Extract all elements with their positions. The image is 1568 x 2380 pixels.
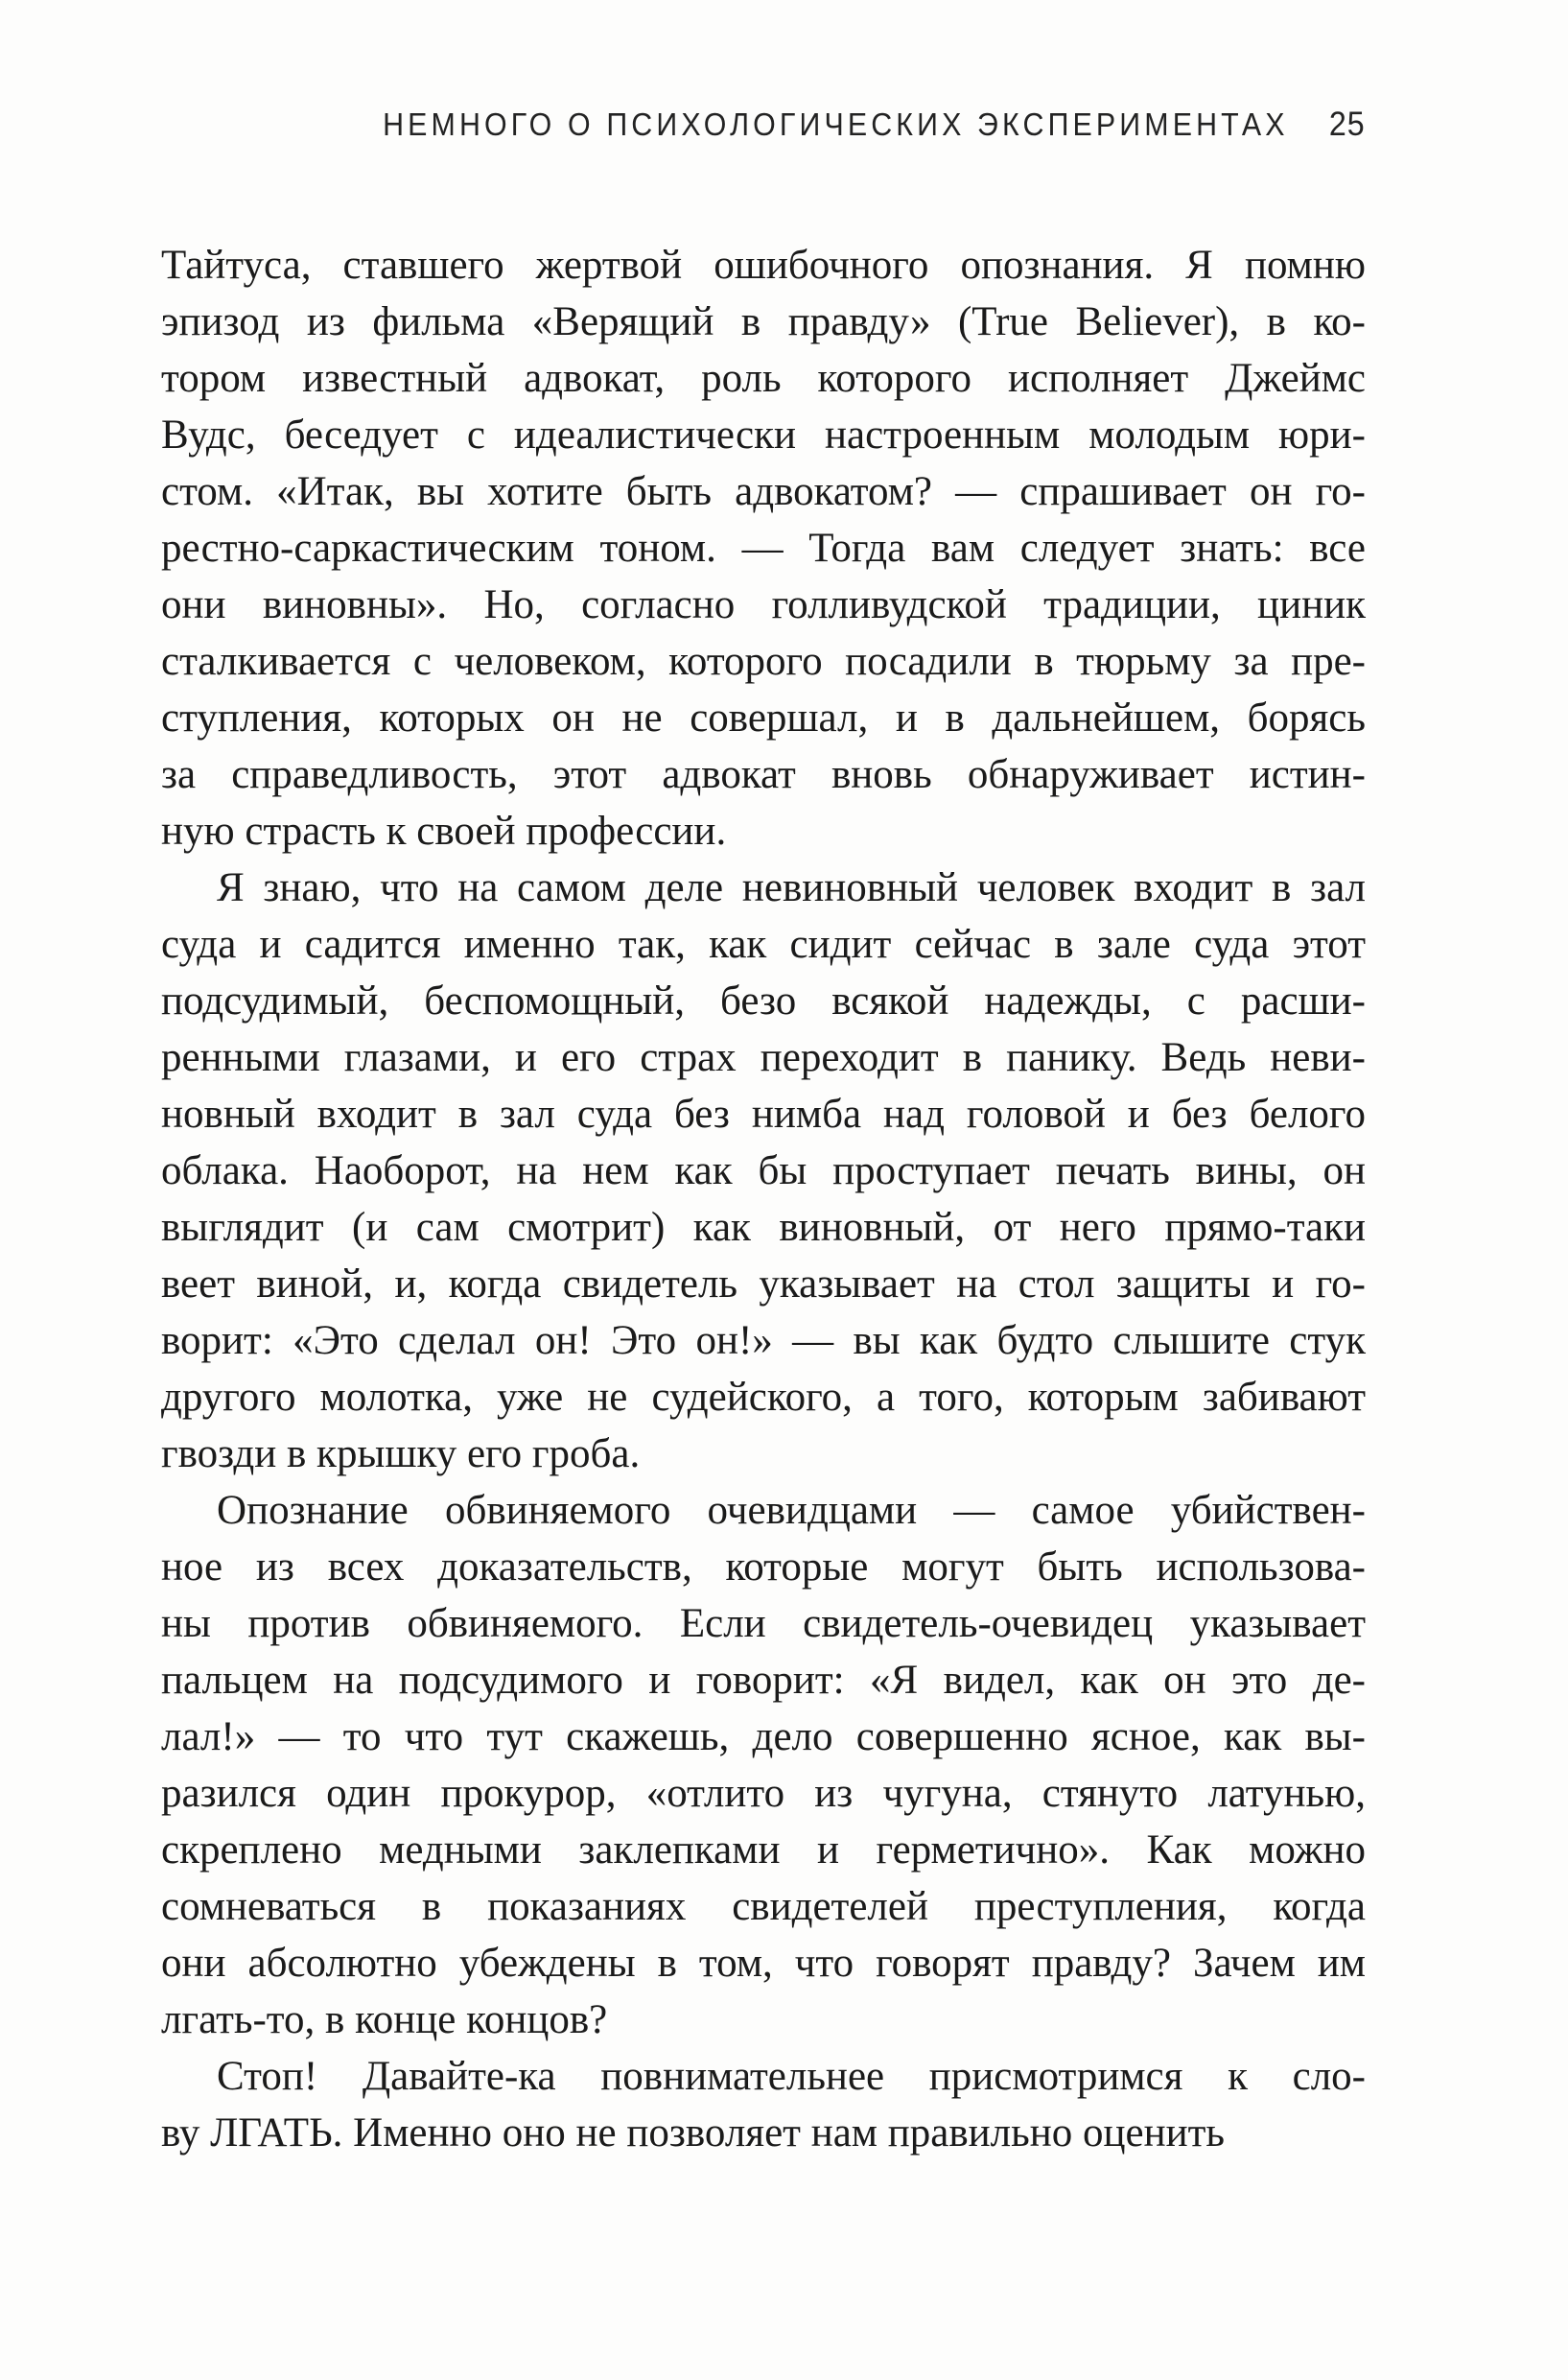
- text-line: Стоп! Давайте-ка повнимательнее присмотримся к сло-: [217, 2054, 1366, 2099]
- running-header: [383, 106, 1366, 144]
- text-line: новный входит в зал суда без нимба над головой и без белого: [161, 1092, 1366, 1137]
- text-line: Вудс, беседует с идеалистически настроенным молодым юри-: [161, 412, 1366, 458]
- text-line: ворит: «Это сделал он! Это он!» — вы как будто слышите стук: [161, 1318, 1366, 1363]
- text-line: суда и садится именно так, как сидит сейчас в зале суда этот: [161, 922, 1366, 967]
- text-line: Я знаю, что на самом деле невиновный человек входит в зал: [217, 865, 1366, 910]
- text-line: сомневаться в показаниях свидетелей преступления, когда: [161, 1884, 1366, 1929]
- text-line: ренными глазами, и его страх переходит в панику. Ведь неви-: [161, 1035, 1366, 1080]
- text-line: другого молотка, уже не судейского, а того, которым забивают: [161, 1375, 1366, 1420]
- text-line: они виновны». Но, согласно голливудской традиции, циник: [161, 582, 1366, 627]
- text-line: ву ЛГАТЬ. Именно оно не позволяет нам правильно оценить: [161, 2110, 1226, 2156]
- text-line: эпизод из фильма «Верящий в правду» (True Believer), в ко-: [161, 299, 1366, 344]
- text-line: облака. Наоборот, на нем как бы проступает печать вины, он: [161, 1148, 1366, 1193]
- text-line: разился один прокурор, «отлито из чугуна, стянуто латунью,: [161, 1771, 1366, 1816]
- text-line: ступления, которых он не совершал, и в дальнейшем, борясь: [161, 695, 1366, 741]
- text-line: веет виной, и, когда свидетель указывает на стол защиты и го-: [161, 1261, 1366, 1307]
- text-line: Тайтуса, ставшего жертвой ошибочного опознания. Я помню: [161, 243, 1366, 288]
- text-line: лал!» — то что тут скажешь, дело совершенно ясное, как вы-: [161, 1714, 1366, 1759]
- text-line: гвозди в крышку его гроба.: [161, 1431, 641, 1476]
- paragraph: [161, 860, 1366, 1482]
- body-text: [161, 237, 1366, 2161]
- text-line: они абсолютно убеждены в том, что говорят правду? Зачем им: [161, 1941, 1366, 1986]
- text-line: рестно-саркастическим тоном. — Тогда вам следует знать: все: [161, 526, 1366, 571]
- text-line: сталкивается с человеком, которого посадили в тюрьму за пре-: [161, 639, 1366, 684]
- page-number: 25: [1329, 106, 1366, 143]
- text-line: стом. «Итак, вы хотите быть адвокатом? — спрашивает он го-: [161, 469, 1366, 514]
- text-line: ную страсть к своей профессии.: [161, 809, 727, 854]
- text-line: пальцем на подсудимого и говорит: «Я видел, как он это де-: [161, 1658, 1366, 1703]
- text-line: тором известный адвокат, роль которого исполняет Джеймс: [161, 356, 1366, 401]
- text-line: подсудимый, беспомощный, безо всякой надежды, с расши-: [161, 978, 1366, 1024]
- paragraph: [161, 237, 1366, 860]
- text-line: Опознание обвиняемого очевидцами — самое убийствен-: [217, 1488, 1366, 1533]
- text-line: за справедливость, этот адвокат вновь обнаруживает истин-: [161, 752, 1366, 797]
- text-line: лгать-то, в конце концов?: [161, 1997, 608, 2042]
- text-line: скреплено медными заклепками и герметично». Как можно: [161, 1827, 1366, 1873]
- text-line: ны против обвиняемого. Если свидетель-очевидец указывает: [161, 1601, 1366, 1646]
- paragraph: [161, 1482, 1366, 2048]
- text-line: выглядит (и сам смотрит) как виновный, от него прямо-таки: [161, 1205, 1366, 1250]
- paragraph: [161, 2048, 1366, 2161]
- running-header-title: НЕМНОГО О ПСИХОЛОГИЧЕСКИХ ЭКСПЕРИМЕНТАХ: [383, 106, 1290, 142]
- text-line: ное из всех доказательств, которые могут быть использова-: [161, 1544, 1366, 1590]
